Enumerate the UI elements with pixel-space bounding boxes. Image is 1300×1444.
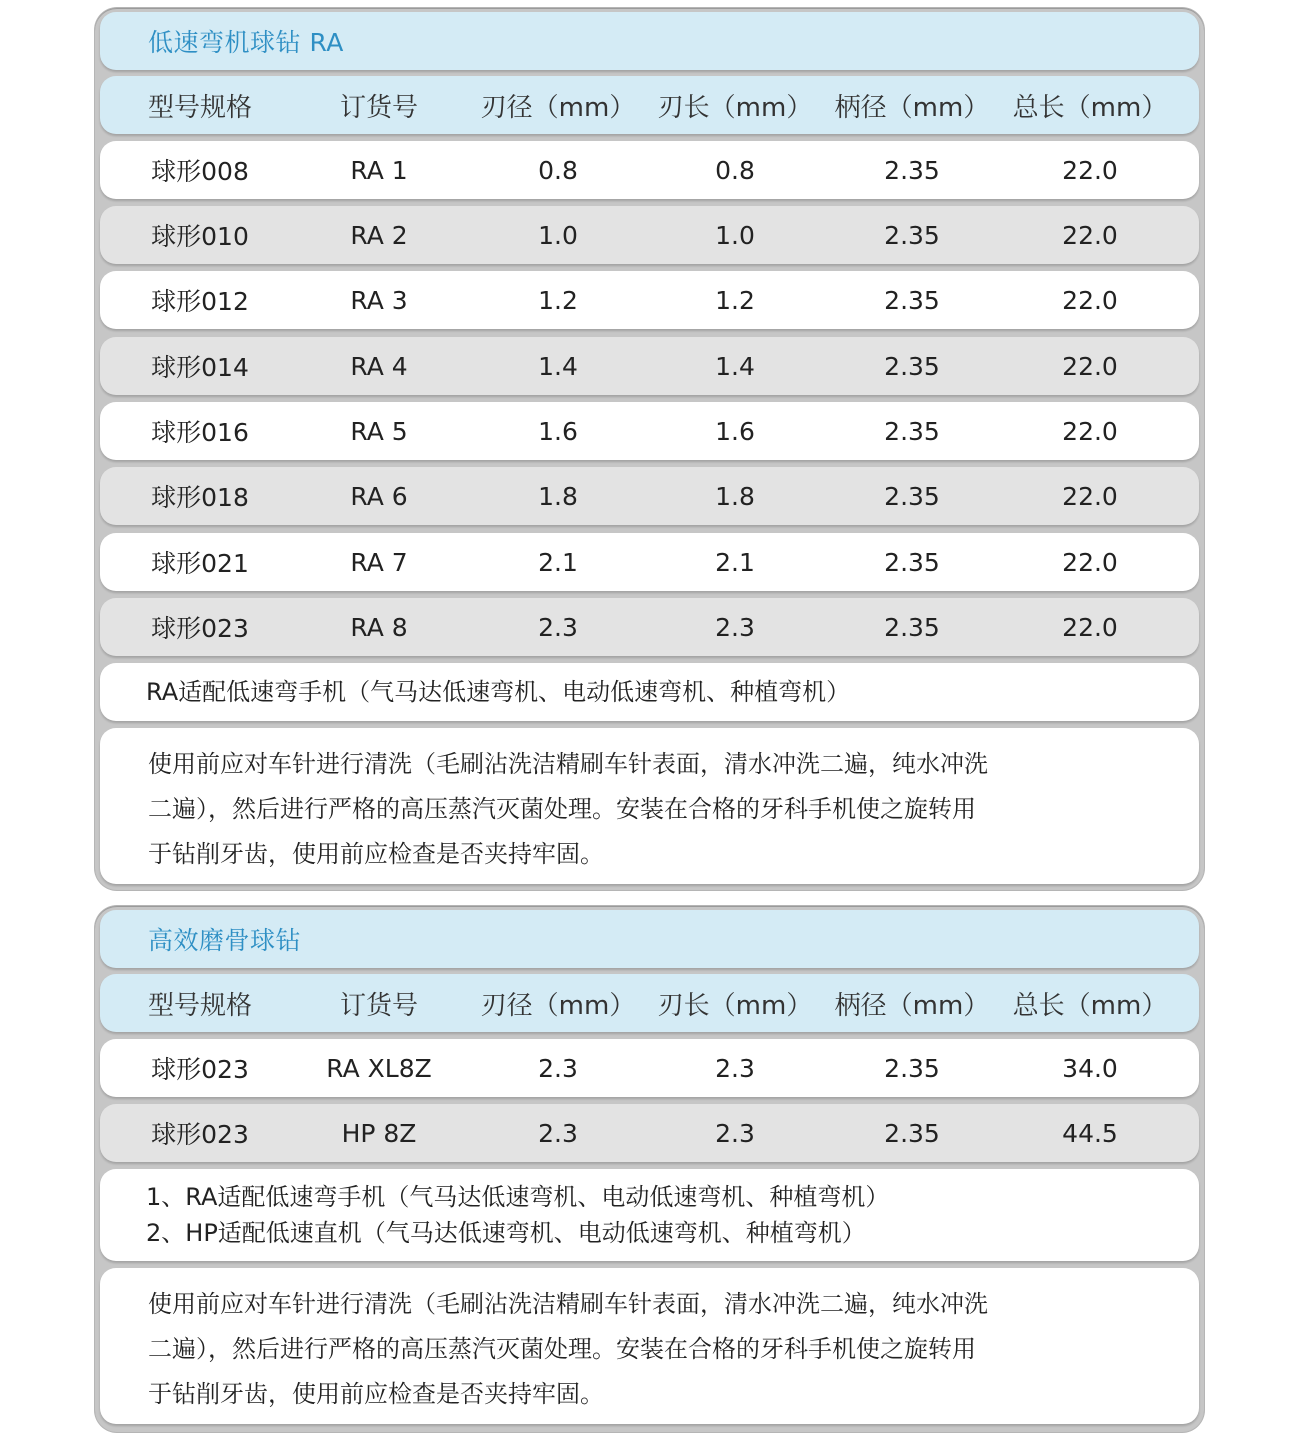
- cell-blade-diameter: 1.8: [538, 481, 578, 511]
- cell-blade-length: 2.3: [715, 1118, 755, 1148]
- instruction-line: 于钻削牙齿，使用前应检查是否夹持牢固。: [148, 1380, 604, 1408]
- table-row: [100, 1039, 1199, 1097]
- cell-shank-diameter: 2.35: [884, 612, 940, 642]
- cell-blade-diameter: 1.4: [538, 351, 578, 381]
- usage-instructions: [100, 1268, 1199, 1424]
- instruction-line: 二遍），然后进行严格的高压蒸汽灭菌处理。安装在合格的牙科手机使之旋转用: [148, 1335, 976, 1363]
- cell-blade-diameter: 0.8: [538, 155, 578, 185]
- cell-order-no: RA 2: [350, 220, 408, 250]
- cell-order-no: RA 4: [350, 351, 408, 381]
- note-line: RA适配低速弯手机（气马达低速弯机、电动低速弯机、种植弯机）: [146, 678, 851, 706]
- column-header: 型号规格: [147, 92, 253, 123]
- cell-blade-diameter: 2.3: [538, 1053, 578, 1083]
- cell-total-length: 44.5: [1062, 1118, 1118, 1148]
- cell-total-length: 22.0: [1062, 481, 1118, 511]
- cell-model: 球形023: [151, 1055, 249, 1084]
- cell-order-no: RA 8: [350, 612, 408, 642]
- cell-model: 球形023: [151, 1120, 249, 1149]
- cell-blade-diameter: 2.1: [538, 547, 578, 577]
- cell-shank-diameter: 2.35: [884, 351, 940, 381]
- compatibility-note: [100, 1169, 1199, 1261]
- column-header: 刃径（mm）: [480, 92, 636, 123]
- cell-blade-length: 1.2: [715, 285, 755, 315]
- usage-instructions: [100, 728, 1199, 884]
- cell-model: 球形012: [151, 287, 249, 316]
- section-title-bar: [100, 12, 1199, 70]
- cell-blade-length: 2.3: [715, 1053, 755, 1083]
- note-line: 2、HP适配低速直机（气马达低速弯机、电动低速弯机、种植弯机）: [146, 1219, 866, 1247]
- table-header: [100, 974, 1199, 1032]
- cell-order-no: RA 7: [350, 547, 408, 577]
- column-header: 柄径（mm）: [834, 990, 990, 1021]
- column-header: 订货号: [339, 92, 419, 123]
- cell-total-length: 22.0: [1062, 351, 1118, 381]
- cell-order-no: RA 6: [350, 481, 408, 511]
- cell-model: 球形016: [151, 418, 249, 447]
- cell-blade-diameter: 2.3: [538, 1118, 578, 1148]
- ra-ball-bur-panel: [95, 8, 1204, 890]
- cell-model: 球形018: [151, 483, 249, 512]
- section-title: 低速弯机球钻 RA: [148, 28, 344, 57]
- section-title: 高效磨骨球钻: [148, 926, 302, 955]
- cell-shank-diameter: 2.35: [884, 1118, 940, 1148]
- cell-total-length: 22.0: [1062, 285, 1118, 315]
- cell-shank-diameter: 2.35: [884, 547, 940, 577]
- section-title-bar: [100, 910, 1199, 968]
- cell-shank-diameter: 2.35: [884, 155, 940, 185]
- compatibility-note: [100, 663, 1199, 721]
- cell-blade-diameter: 2.3: [538, 612, 578, 642]
- cell-blade-length: 1.4: [715, 351, 755, 381]
- cell-total-length: 22.0: [1062, 547, 1118, 577]
- cell-model: 球形023: [151, 614, 249, 643]
- cell-order-no: RA 3: [350, 285, 408, 315]
- cell-blade-length: 1.0: [715, 220, 755, 250]
- cell-shank-diameter: 2.35: [884, 285, 940, 315]
- instruction-line: 二遍），然后进行严格的高压蒸汽灭菌处理。安装在合格的牙科手机使之旋转用: [148, 795, 976, 823]
- column-header: 刃长（mm）: [657, 92, 813, 123]
- cell-blade-length: 2.3: [715, 612, 755, 642]
- cell-model: 球形014: [151, 353, 249, 382]
- table-row: [100, 598, 1199, 656]
- table-row: [100, 402, 1199, 460]
- table-row: [100, 271, 1199, 329]
- cell-blade-length: 0.8: [715, 155, 755, 185]
- cell-shank-diameter: 2.35: [884, 481, 940, 511]
- cell-order-no: RA XL8Z: [326, 1053, 432, 1083]
- cell-total-length: 22.0: [1062, 220, 1118, 250]
- table-row: [100, 206, 1199, 264]
- cell-total-length: 22.0: [1062, 612, 1118, 642]
- cell-total-length: 22.0: [1062, 416, 1118, 446]
- table-header: [100, 76, 1199, 134]
- column-header: 型号规格: [147, 990, 253, 1021]
- cell-model: 球形010: [151, 222, 249, 251]
- column-header: 刃长（mm）: [657, 990, 813, 1021]
- column-header: 柄径（mm）: [834, 92, 990, 123]
- cell-blade-length: 1.6: [715, 416, 755, 446]
- cell-shank-diameter: 2.35: [884, 416, 940, 446]
- table-row: [100, 467, 1199, 525]
- instruction-line: 使用前应对车针进行清洗（毛刷沾洗洁精刷车针表面，清水冲洗二遍，纯水冲洗: [148, 1290, 988, 1318]
- cell-total-length: 34.0: [1062, 1053, 1118, 1083]
- cell-order-no: RA 1: [350, 155, 408, 185]
- cell-shank-diameter: 2.35: [884, 220, 940, 250]
- column-header: 总长（mm）: [1012, 990, 1168, 1021]
- table-row: [100, 337, 1199, 395]
- cell-order-no: HP 8Z: [341, 1118, 417, 1148]
- bone-grinding-ball-bur-panel: [95, 906, 1204, 1432]
- cell-blade-diameter: 1.6: [538, 416, 578, 446]
- column-header: 总长（mm）: [1012, 92, 1168, 123]
- instruction-line: 使用前应对车针进行清洗（毛刷沾洗洁精刷车针表面，清水冲洗二遍，纯水冲洗: [148, 750, 988, 778]
- cell-blade-length: 1.8: [715, 481, 755, 511]
- note-line: 1、RA适配低速弯手机（气马达低速弯机、电动低速弯机、种植弯机）: [146, 1183, 890, 1211]
- instruction-line: 于钻削牙齿，使用前应检查是否夹持牢固。: [148, 840, 604, 868]
- table-row: [100, 533, 1199, 591]
- cell-total-length: 22.0: [1062, 155, 1118, 185]
- cell-blade-length: 2.1: [715, 547, 755, 577]
- column-header: 刃径（mm）: [480, 990, 636, 1021]
- cell-model: 球形008: [151, 157, 249, 186]
- cell-model: 球形021: [151, 549, 249, 578]
- table-row: [100, 141, 1199, 199]
- table-row: [100, 1104, 1199, 1162]
- column-header: 订货号: [339, 990, 419, 1021]
- cell-blade-diameter: 1.2: [538, 285, 578, 315]
- cell-order-no: RA 5: [350, 416, 408, 446]
- cell-blade-diameter: 1.0: [538, 220, 578, 250]
- cell-shank-diameter: 2.35: [884, 1053, 940, 1083]
